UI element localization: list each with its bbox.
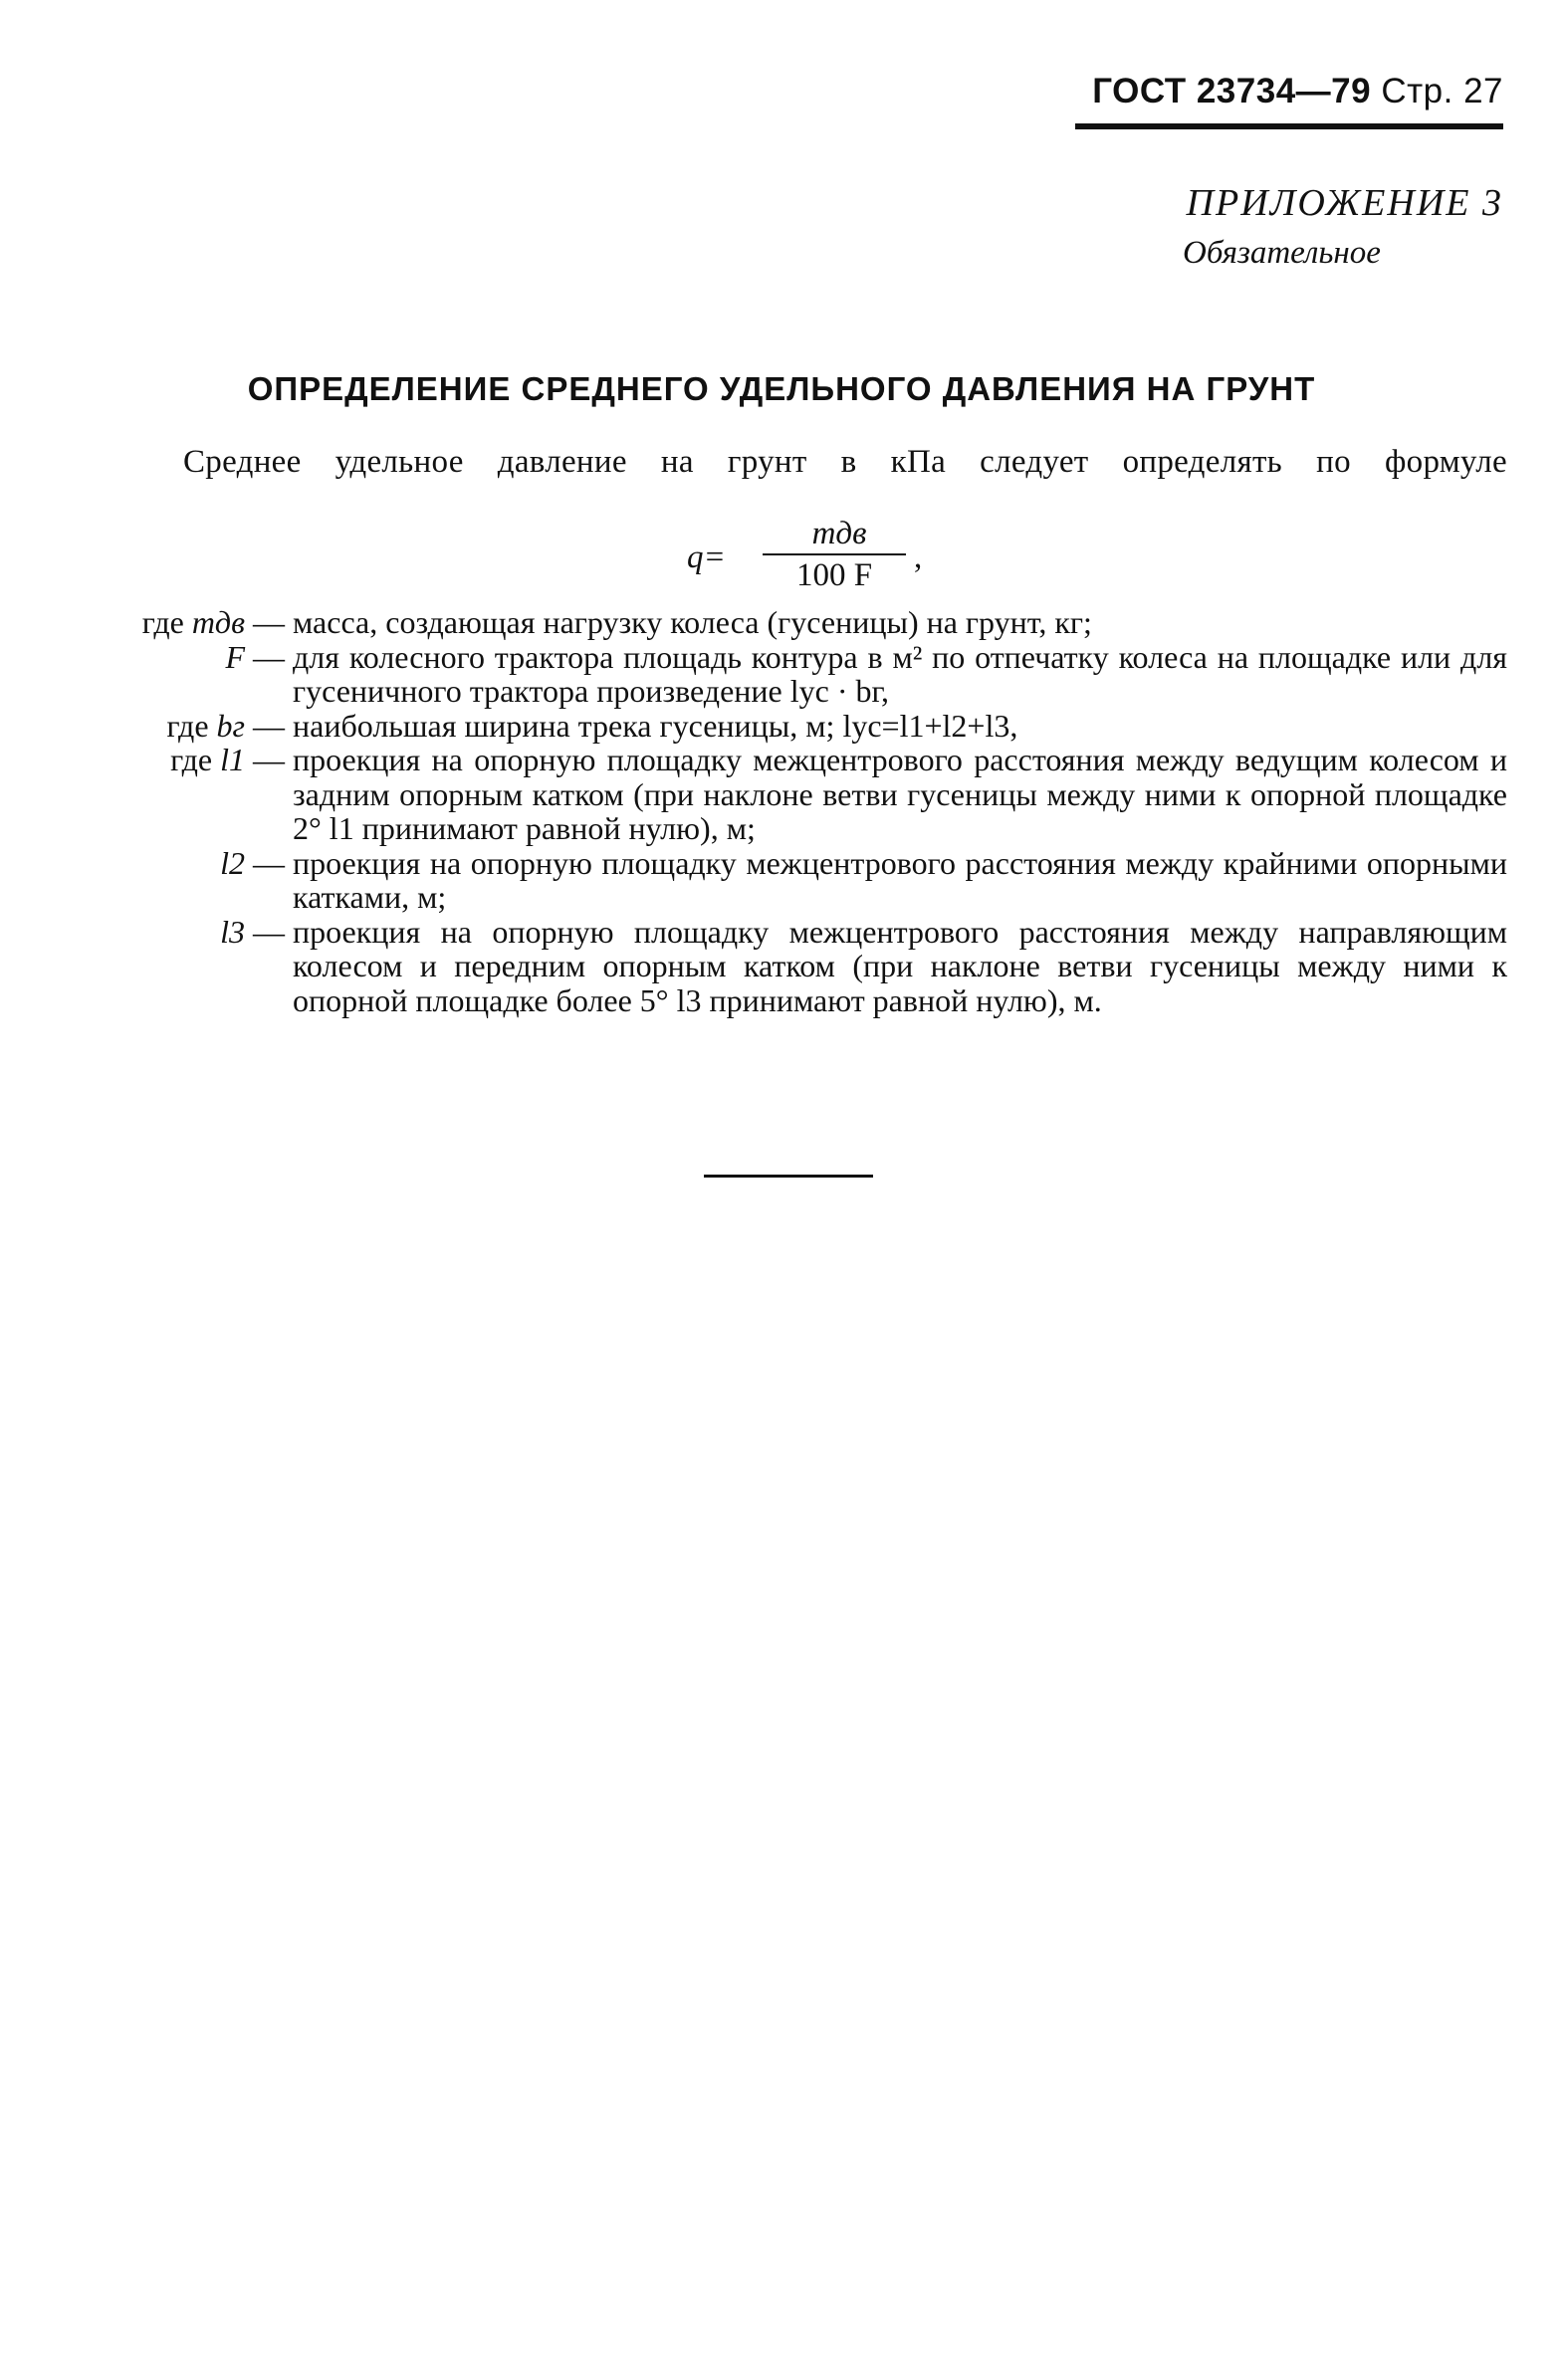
- definition-term: где l1 —: [170, 742, 285, 777]
- definition-term: где mдв —: [141, 604, 285, 640]
- definition-term: где bг —: [166, 707, 285, 744]
- definition-term: F —: [225, 638, 285, 675]
- definition-item: [100, 915, 1507, 1018]
- page-number: Стр. 27: [1381, 72, 1503, 110]
- definition-item: [100, 605, 1507, 640]
- fraction-bar: [763, 553, 906, 555]
- definition-text: для колесного трактора площадь контура в м² по отпечатку колеса на площадке или для гусеничного трактора произведение lус · bг,: [293, 638, 1507, 709]
- intro-paragraph: Среднее удельное давление на грунт в кПа следует определять по формуле: [183, 444, 1507, 480]
- definition-item: [100, 640, 1507, 709]
- definition-text: масса, создающая нагрузку колеса (гусеницы) на грунт, кг;: [293, 604, 1092, 640]
- formula-denominator: 100 F: [795, 557, 873, 593]
- definition-item: [100, 846, 1507, 915]
- page-header: [1075, 72, 1503, 111]
- standard-number: ГОСТ 23734—79: [1092, 72, 1372, 110]
- appendix-status: Обязательное: [1183, 235, 1381, 271]
- definition-term: l2 —: [220, 844, 285, 881]
- formula-lhs: q=: [687, 540, 726, 575]
- definition-item: [100, 743, 1507, 846]
- pressure-formula: [687, 516, 946, 595]
- formula-comma: ,: [914, 540, 923, 575]
- header-rule: [1075, 123, 1503, 129]
- definition-text: проекция на опорную площадку межцентрового расстояния между ведущим колесом и задним опорным катком (при наклоне ветви гусеницы между ними к опорной площадке 2° l1 принимают равной нулю), м;: [293, 742, 1507, 846]
- end-rule: [704, 1175, 873, 1178]
- definition-term: l3 —: [220, 913, 285, 950]
- definition-text: наибольшая ширина трека гусеницы, м; lус=l1+l2+l3,: [293, 707, 1018, 744]
- definition-text: проекция на опорную площадку межцентрового расстояния между направляющим колесом и передним опорным катком (при наклоне ветви гусеницы между ними к опорной площадке более 5° l3 принимают равной нулю), м.: [293, 913, 1507, 1018]
- formula-numerator: mдв: [811, 516, 867, 551]
- definition-text: проекция на опорную площадку межцентрового расстояния между крайними опорными катками, м;: [293, 844, 1507, 915]
- appendix-title: ПРИЛОЖЕНИЕ 3: [1186, 182, 1503, 224]
- section-heading: ОПРЕДЕЛЕНИЕ СРЕДНЕГО УДЕЛЬНОГО ДАВЛЕНИЯ НА ГРУНТ: [247, 370, 1316, 407]
- definition-item: [100, 709, 1507, 744]
- variable-definitions: [100, 605, 1507, 1017]
